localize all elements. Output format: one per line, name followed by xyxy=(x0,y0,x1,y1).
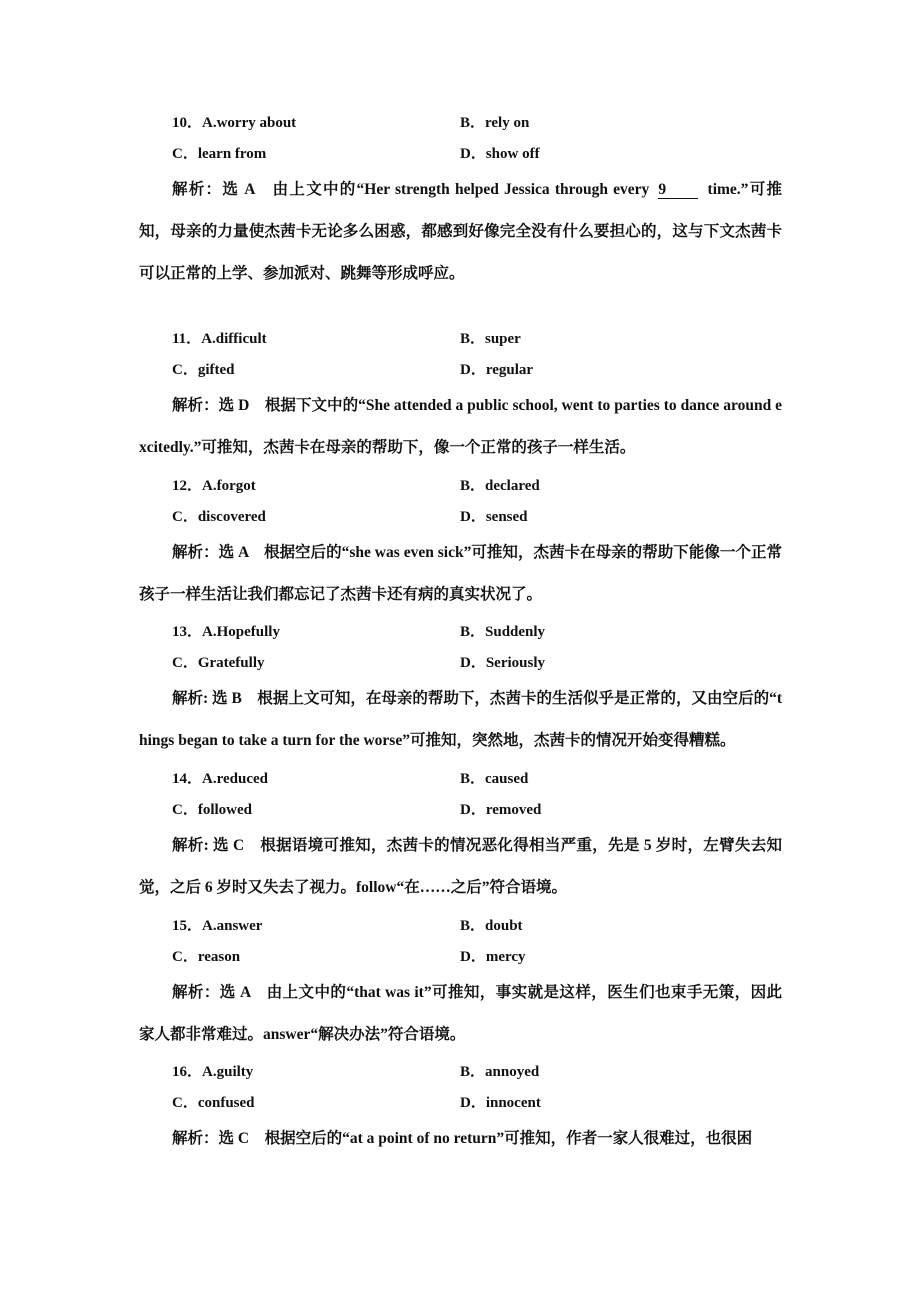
explanation-10: 解析：选 A 由上文中的“Her strength helped Jessica through every 9 time.”可推知，母亲的力量使杰茜卡无论多么困惑，都感到好像完全没有什么要担心的，这与下文杰茜卡可以正常的上学、参加派对、跳舞等形成呼应。 xyxy=(139,181,782,282)
question-11 xyxy=(172,329,792,391)
option-c: C．Gratefully xyxy=(172,655,265,671)
option-c: C．gifted xyxy=(172,362,235,378)
options-row-1 xyxy=(172,769,792,800)
option-c: C．learn from xyxy=(172,146,267,162)
explanation-14: 解析: 选 C 根据语境可推知，杰茜卡的情况恶化得相当严重，先是 5 岁时，左臂失去知觉，之后 6 岁时又失去了视力。follow“在……之后”符合语境。 xyxy=(139,837,782,896)
question-16 xyxy=(172,1062,792,1124)
option-d: D．regular xyxy=(460,362,534,378)
answer-blank: 9 xyxy=(658,182,698,199)
explanation-11: 解析：选 D 根据下文中的“She attended a public school, went to parties to dance around excitedly.”可推知，杰茜卡在母亲的帮助下，像一个正常的孩子一样生活。 xyxy=(139,397,782,456)
options-row-1 xyxy=(172,113,792,144)
option-a: 15．A.answer xyxy=(172,918,263,934)
option-c: C．confused xyxy=(172,1095,255,1111)
explanation-16: 解析：选 C 根据空后的“at a point of no return”可推知，作者一家人很难过，也很困 xyxy=(172,1130,753,1147)
option-d: D．show off xyxy=(460,146,540,162)
options-row-1 xyxy=(172,476,792,507)
option-b: B．Suddenly xyxy=(460,624,546,640)
option-b: B．super xyxy=(460,331,521,347)
option-d: D．mercy xyxy=(460,949,526,965)
option-d: D．sensed xyxy=(460,509,528,525)
options-row-1 xyxy=(172,916,792,947)
options-row-1 xyxy=(172,329,792,360)
question-14 xyxy=(172,769,792,831)
question-13 xyxy=(172,622,792,684)
option-b: B．annoyed xyxy=(460,1064,540,1080)
option-d: D．removed xyxy=(460,802,542,818)
option-c: C．discovered xyxy=(172,509,266,525)
option-a: 14．A.reduced xyxy=(172,771,268,787)
explanation-12: 解析：选 A 根据空后的“she was even sick”可推知，杰茜卡在母亲的帮助下能像一个正常孩子一样生活让我们都忘记了杰茜卡还有病的真实状况了。 xyxy=(139,544,782,603)
question-12 xyxy=(172,476,792,538)
option-a: 13．A.Hopefully xyxy=(172,624,280,640)
option-b: B．doubt xyxy=(460,918,523,934)
option-c: C．followed xyxy=(172,802,252,818)
option-a: 10．A.worry about xyxy=(172,115,297,131)
option-b: B．caused xyxy=(460,771,529,787)
option-b: B．declared xyxy=(460,478,540,494)
option-c: C．reason xyxy=(172,949,241,965)
question-10 xyxy=(172,113,792,175)
option-d: D．innocent xyxy=(460,1095,541,1111)
options-row-1 xyxy=(172,622,792,653)
options-row-1 xyxy=(172,1062,792,1093)
option-d: D．Seriously xyxy=(460,655,546,671)
option-a: 11．A.difficult xyxy=(172,331,267,347)
option-b: B．rely on xyxy=(460,115,530,131)
option-a: 16．A.guilty xyxy=(172,1064,254,1080)
explanation-15: 解析：选 A 由上文中的“that was it”可推知，事实就是这样，医生们也束手无策，因此家人都非常难过。answer“解决办法”符合语境。 xyxy=(139,984,782,1043)
option-a: 12．A.forgot xyxy=(172,478,256,494)
question-15 xyxy=(172,916,792,978)
explanation-13: 解析: 选 B 根据上文可知，在母亲的帮助下，杰茜卡的生活似乎是正常的，又由空后的“things began to take a turn for the worse”可推知，突然地，杰茜卡的情况开始变得糟糕。 xyxy=(139,690,782,749)
